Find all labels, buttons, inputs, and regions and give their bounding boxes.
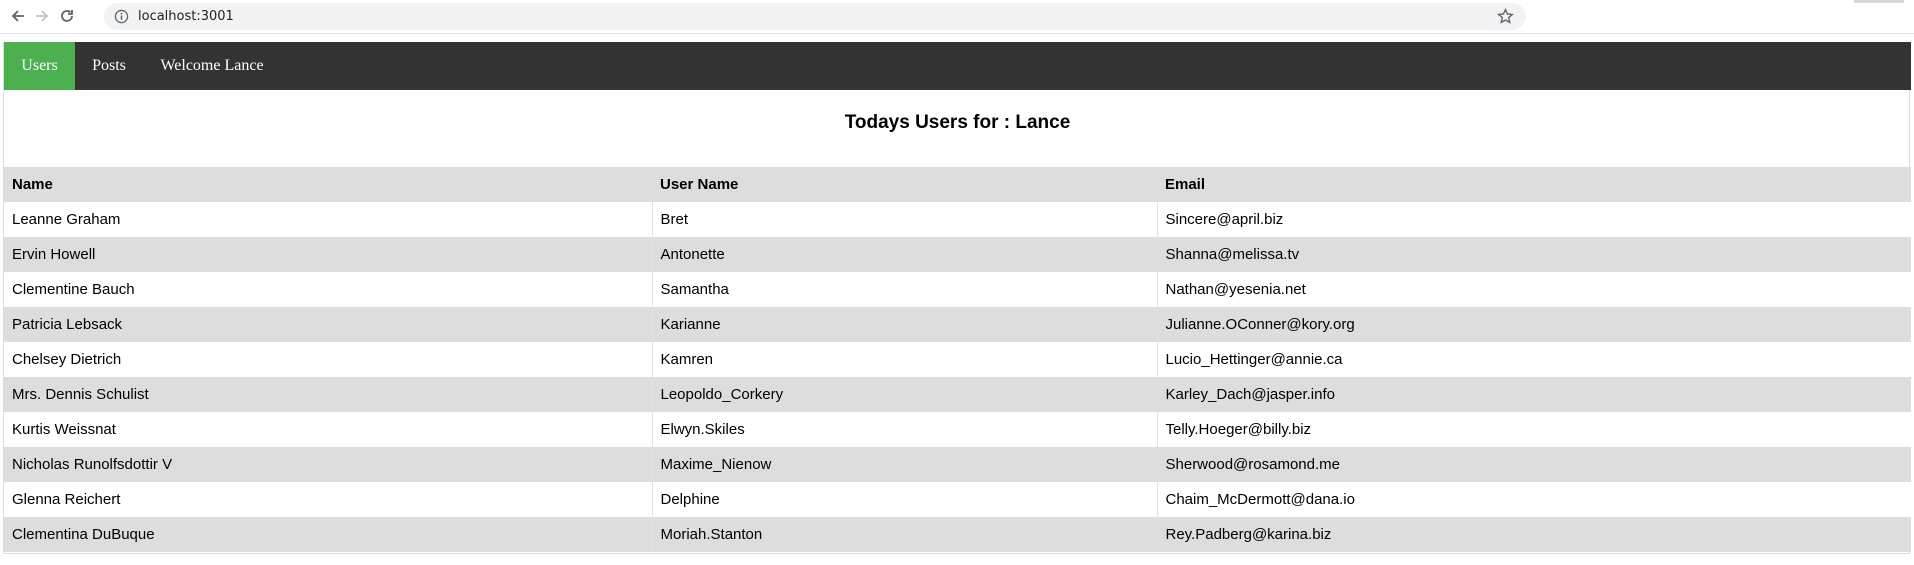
cell-email: Rey.Padberg@karina.biz [1157, 517, 1911, 552]
table-row [4, 342, 1911, 377]
cell-name: Nicholas Runolfsdottir V [4, 447, 652, 482]
cell-name: Glenna Reichert [4, 482, 652, 517]
table-row [4, 377, 1911, 412]
cell-username: Bret [652, 202, 1157, 237]
arrow-right-icon [34, 8, 50, 24]
window-control [1854, 0, 1904, 3]
cell-email: Chaim_McDermott@dana.io [1157, 482, 1911, 517]
nav-users[interactable]: Users [4, 42, 75, 90]
column-header-username: User Name [652, 167, 1157, 202]
forward-button[interactable] [30, 4, 54, 28]
cell-name: Leanne Graham [4, 202, 652, 237]
top-navigation [4, 42, 1911, 90]
url-text[interactable]: localhost:3001 [138, 9, 234, 24]
browser-toolbar [0, 0, 1914, 34]
info-icon[interactable] [114, 9, 129, 24]
cell-email: Karley_Dach@jasper.info [1157, 377, 1911, 412]
app-container [3, 42, 1910, 554]
column-header-name: Name [4, 167, 652, 202]
cell-email: Sherwood@rosamond.me [1157, 447, 1911, 482]
table-header-row [4, 167, 1911, 202]
column-header-email: Email [1157, 167, 1911, 202]
table-row [4, 202, 1911, 237]
arrow-left-icon [10, 8, 26, 24]
cell-username: Delphine [652, 482, 1157, 517]
cell-name: Clementine Bauch [4, 272, 652, 307]
nav-welcome[interactable]: Welcome Lance [160, 57, 264, 74]
cell-email: Sincere@april.biz [1157, 202, 1911, 237]
table-row [4, 447, 1911, 482]
nav-posts[interactable]: Posts [92, 57, 126, 74]
address-bar[interactable] [104, 3, 1526, 30]
reload-icon [59, 8, 75, 24]
reload-button[interactable] [55, 4, 79, 28]
table-row [4, 412, 1911, 447]
users-table [4, 167, 1911, 552]
cell-email: Julianne.OConner@kory.org [1157, 307, 1911, 342]
cell-username: Leopoldo_Corkery [652, 377, 1157, 412]
bookmark-star-icon[interactable] [1497, 8, 1514, 25]
cell-email: Shanna@melissa.tv [1157, 237, 1911, 272]
back-button[interactable] [6, 4, 30, 28]
cell-name: Kurtis Weissnat [4, 412, 652, 447]
cell-name: Chelsey Dietrich [4, 342, 652, 377]
table-row [4, 272, 1911, 307]
cell-username: Karianne [652, 307, 1157, 342]
cell-name: Patricia Lebsack [4, 307, 652, 342]
cell-name: Clementina DuBuque [4, 517, 652, 552]
table-row [4, 237, 1911, 272]
cell-username: Antonette [652, 237, 1157, 272]
cell-email: Lucio_Hettinger@annie.ca [1157, 342, 1911, 377]
cell-username: Samantha [652, 272, 1157, 307]
table-row [4, 482, 1911, 517]
cell-username: Maxime_Nienow [652, 447, 1157, 482]
page-title: Todays Users for : Lance [844, 112, 1071, 133]
cell-email: Telly.Hoeger@billy.biz [1157, 412, 1911, 447]
cell-username: Kamren [652, 342, 1157, 377]
cell-username: Moriah.Stanton [652, 517, 1157, 552]
cell-name: Ervin Howell [4, 237, 652, 272]
cell-name: Mrs. Dennis Schulist [4, 377, 652, 412]
cell-email: Nathan@yesenia.net [1157, 272, 1911, 307]
table-row [4, 307, 1911, 342]
cell-username: Elwyn.Skiles [652, 412, 1157, 447]
table-row [4, 517, 1911, 552]
